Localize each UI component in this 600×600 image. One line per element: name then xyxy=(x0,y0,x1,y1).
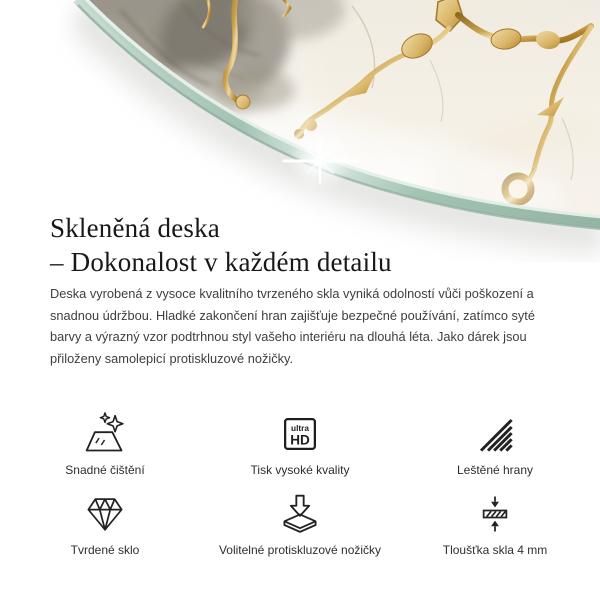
page-title xyxy=(50,211,570,279)
ultra-hd-print-icon xyxy=(279,413,321,455)
anti-slip-feet-icon xyxy=(278,491,322,537)
feature-ultra-hd-print xyxy=(170,412,430,478)
feature-glass-thickness xyxy=(430,492,560,558)
easy-cleaning-icon xyxy=(82,412,128,456)
product-description: Deska vyrobená z vysoce kvalitního tvrzeného skla vyniká odolností vůči poškození a snadnou údržbou. Hladké zakončení hran zajišťuje bezpečné používání, zatímco syté barvy a výrazný vzor podtrhnou styl vašeho interiéru na dlouhá léta. Jako dárek jsou přiloženy samolepicí protiskluzové nožičky. xyxy=(50,286,535,366)
feature-easy-cleaning xyxy=(40,412,170,478)
feature-anti-slip-feet xyxy=(170,492,430,558)
feature-polished-edges xyxy=(430,412,560,478)
feature-tempered-glass xyxy=(40,492,170,558)
feature-label: Snadné čištění xyxy=(65,463,145,477)
features-grid xyxy=(40,412,560,558)
ultra-hd-badge-bottom: HD xyxy=(290,432,310,448)
tempered-glass-icon xyxy=(83,493,127,535)
feature-label: Tvrdené sklo xyxy=(70,543,140,557)
page-title-line-1: Skleněná deska xyxy=(50,213,220,243)
page-title-line-2: – Dokonalost v každém detailu xyxy=(50,247,392,277)
feature-label: Tisk vysoké kvality xyxy=(250,463,350,477)
ultra-hd-badge-top: ultra xyxy=(291,422,309,433)
feature-label: Volitelné protiskluzové nožičky xyxy=(218,543,382,557)
polished-edges-icon xyxy=(474,413,516,455)
glass-thickness-icon xyxy=(474,492,516,536)
feature-label: Leštěné hrany xyxy=(456,463,534,477)
feature-label: Tloušťka skla 4 mm xyxy=(442,543,548,557)
